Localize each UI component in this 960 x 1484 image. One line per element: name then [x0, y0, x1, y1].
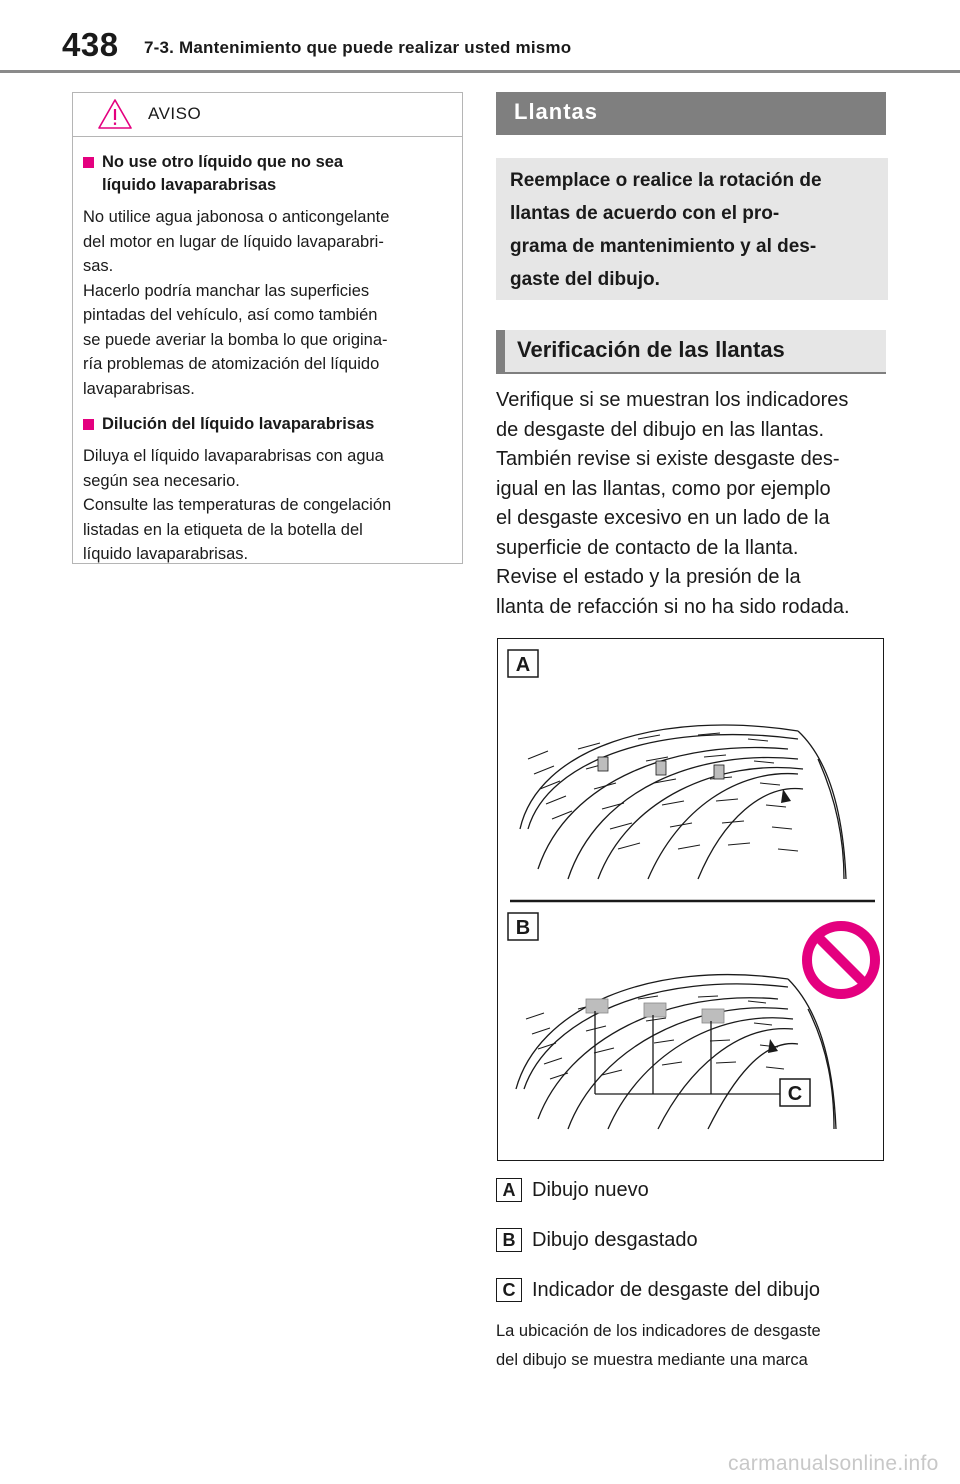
warning-item-title-text: Dilución del líquido lavaparabrisas — [102, 415, 375, 433]
subsection-heading: Verificación de las llantas — [517, 337, 785, 362]
intro-text: Reemplace o realice la rotación de llantas de acuerdo con el pro- grama de mantenimiento y al des- gaste del dibujo. — [510, 170, 822, 290]
section-title: 7-3. Mantenimiento que puede realizar usted mismo — [144, 38, 572, 57]
warning-item-text: No utilice agua jabonosa o anticongelante del motor en lugar de líquido lavaparabri- sas. Hacerlo podría manchar las superficies pintadas del vehículo, así como también se puede averiar la bomba lo que origina- ría problemas de atomización del líquido lavaparabrisas. — [83, 208, 390, 398]
verification-body: Verifique si se muestran los indicadores de desgaste del dibujo en las llantas. También revise si existe desgaste des- igual en las llantas, como por ejemplo el desgaste excesivo en un lado de la superficie de contacto de la llanta. Revise el estado y la presión de la llanta de refacción si no ha sido rodada. — [496, 389, 850, 618]
page-header — [0, 0, 960, 76]
legend-badge: C — [496, 1278, 522, 1302]
legend-badge: B — [496, 1228, 522, 1252]
figure-label-b: B — [515, 917, 531, 939]
warning-triangle-icon — [97, 98, 133, 130]
warning-label: AVISO — [148, 104, 202, 123]
warning-header — [73, 93, 462, 137]
watermark: carmanualsonline.info — [728, 1452, 939, 1475]
bullet-square-icon — [83, 157, 94, 168]
section-heading-bar — [496, 92, 886, 135]
figure-label-c: C — [787, 1083, 803, 1105]
legend-text: Indicador de desgaste del dibujo — [532, 1279, 820, 1301]
warning-box — [72, 92, 463, 564]
legend-text: Dibujo desgastado — [532, 1229, 698, 1251]
warning-item-title — [83, 151, 444, 197]
legend-badge: A — [496, 1178, 522, 1202]
footnote: La ubicación de los indicadores de desgaste del dibujo se muestra mediante una marca — [496, 1322, 821, 1369]
warning-item-text: Diluya el líquido lavaparabrisas con agua según sea necesario. Consulte las temperaturas de congelación listadas en la etiqueta de la botella del líquido lavaparabrisas. — [83, 447, 392, 563]
legend-text: Dibujo nuevo — [532, 1179, 649, 1201]
legend-item — [496, 1228, 888, 1256]
legend-item — [496, 1178, 888, 1206]
warning-item-title — [83, 413, 444, 436]
legend-item — [496, 1278, 888, 1306]
warning-body — [73, 137, 462, 567]
tire-tread-illustration — [498, 639, 884, 1161]
figure-label-a: A — [515, 654, 531, 676]
header-divider — [0, 70, 960, 73]
section-heading: Llantas — [514, 99, 599, 124]
warning-item-title-text: No use otro líquido que no sea líquido lavaparabrisas — [102, 153, 344, 194]
subsection-heading-bar — [496, 330, 886, 374]
tire-tread-figure — [497, 638, 884, 1161]
intro-box — [496, 158, 888, 300]
page-number: 438 — [62, 26, 119, 63]
bullet-square-icon — [83, 419, 94, 430]
prohibited-icon — [807, 926, 875, 994]
